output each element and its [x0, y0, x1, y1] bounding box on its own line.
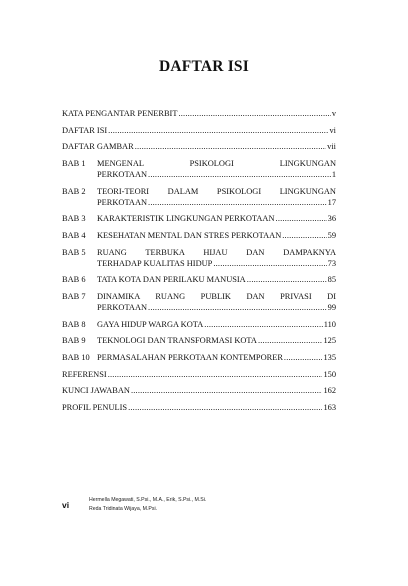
chapter-number: BAB 8: [62, 319, 86, 329]
page-ref: 150: [323, 369, 336, 379]
dot-leader: [204, 319, 322, 330]
entry-title-line: [62, 108, 336, 119]
chapter-number: BAB 5: [62, 247, 86, 257]
page-ref: 17: [327, 197, 336, 207]
toc-entry[interactable]: [62, 402, 336, 413]
dot-leader: [108, 369, 323, 380]
entry-title: DAFTAR GAMBAR: [62, 142, 134, 152]
entry-title-line: [97, 335, 336, 346]
dot-leader: [276, 213, 327, 224]
entry-title: DAFTAR ISI: [62, 125, 108, 135]
entry-title: TERHADAP KUALITAS HIDUP: [97, 258, 213, 268]
dot-leader: [247, 274, 327, 285]
toc-entry[interactable]: [62, 385, 336, 396]
entry-title-line: DINAMIKA RUANG PUBLIK DAN PRIVASI DI: [97, 291, 336, 301]
toc-entry[interactable]: [62, 319, 336, 330]
entry-title-line: [97, 302, 336, 313]
entry-body: [97, 230, 336, 241]
toc-entry[interactable]: [62, 352, 336, 363]
page-ref: 59: [327, 230, 336, 240]
toc-entry[interactable]: [62, 230, 336, 241]
author-line: Reda Tridinata Wijaya, M.Psi.: [89, 505, 158, 512]
table-of-contents: [62, 108, 336, 418]
entry-body: [97, 291, 336, 313]
entry-title-line: [97, 169, 336, 180]
chapter-number: BAB 9: [62, 336, 86, 346]
entry-title: PERKOTAAN: [97, 303, 148, 313]
entry-body: [62, 369, 336, 380]
entry-title: PERMASALAHAN PERKOTAAN KONTEMPORER: [97, 352, 283, 362]
page-ref: vii: [327, 142, 336, 152]
entry-body: [62, 108, 336, 119]
toc-entry[interactable]: [62, 186, 336, 208]
entry-title-line: [97, 213, 336, 224]
entry-title: GAYA HIDUP WARGA KOTA: [97, 319, 204, 329]
entry-title: KATA PENGANTAR PENERBIT: [62, 109, 178, 118]
entry-title: PROFIL PENULIS: [62, 402, 128, 412]
entry-body: [62, 402, 336, 413]
toc-entry[interactable]: [62, 158, 336, 180]
author-line: Hermella Megawati, S.Psi., M.A., Erik, S.Psi., M.Si.: [89, 497, 207, 503]
dot-leader: [284, 352, 323, 363]
chapter-number: BAB 2: [62, 186, 86, 196]
entry-title: KARAKTERISTIK LINGKUNGAN PERKOTAAN: [97, 214, 275, 224]
page-ref: 99: [327, 303, 336, 313]
toc-entry[interactable]: [62, 247, 336, 269]
entry-title: REFERENSI: [62, 369, 107, 379]
entry-body: [62, 141, 336, 152]
entry-title-line: [97, 197, 336, 208]
page-number: vi: [62, 500, 70, 510]
entry-title-line: [97, 274, 336, 285]
entry-body: [62, 385, 336, 396]
dot-leader: [148, 302, 327, 313]
chapter-number: BAB 6: [62, 275, 86, 285]
toc-entry[interactable]: [62, 335, 336, 346]
dot-leader: [213, 258, 326, 269]
page-ref: 36: [327, 214, 336, 224]
dot-leader: [108, 125, 328, 136]
footer-authors: [89, 496, 206, 513]
toc-entry[interactable]: [62, 369, 336, 380]
page-ref: vi: [329, 125, 336, 135]
page-ref: v: [331, 109, 336, 118]
entry-title: TATA KOTA DAN PERILAKU MANUSIA: [97, 275, 246, 285]
page-ref: 125: [323, 336, 336, 346]
entry-body: [97, 186, 336, 208]
chapter-number: BAB 7: [62, 291, 86, 301]
entry-body: [97, 319, 336, 330]
dot-leader: [178, 108, 330, 119]
entry-body: [97, 335, 336, 346]
page-title: DAFTAR ISI: [159, 58, 249, 75]
page-ref: 110: [323, 319, 336, 329]
entry-title-line: [97, 319, 336, 330]
entry-title-line: [97, 230, 336, 241]
toc-entry[interactable]: [62, 213, 336, 224]
chapter-number: BAB 1: [62, 158, 86, 168]
entry-title-line: [97, 352, 336, 363]
toc-entry[interactable]: [62, 125, 336, 136]
entry-body: [97, 247, 336, 269]
entry-title-line: [97, 258, 336, 269]
page-ref: 73: [327, 258, 336, 268]
entry-body: [97, 158, 336, 180]
entry-title-line: RUANG TERBUKA HIJAU DAN DAMPAKNYA: [97, 247, 336, 257]
entry-title-line: MENGENAL PSIKOLOGI LINGKUNGAN: [97, 158, 336, 168]
entry-title: KESEHATAN MENTAL DAN STRES PERKOTAAN: [97, 230, 282, 240]
page-ref: 162: [323, 386, 336, 396]
entry-body: [97, 274, 336, 285]
toc-entry[interactable]: [62, 141, 336, 152]
dot-leader: [128, 402, 322, 413]
chapter-number: BAB 4: [62, 230, 86, 240]
dot-leader: [282, 230, 326, 241]
page-ref: 135: [323, 352, 336, 362]
entry-title-line: [62, 369, 336, 380]
dot-leader: [148, 169, 331, 180]
page-ref: 85: [327, 275, 336, 285]
chapter-number: BAB 3: [62, 214, 86, 224]
entry-title-line: TEORI-TEORI DALAM PSIKOLOGI LINGKUNGAN: [97, 186, 336, 196]
toc-entry[interactable]: [62, 291, 336, 313]
entry-body: [97, 352, 336, 363]
dot-leader: [131, 385, 322, 396]
entry-body: [97, 213, 336, 224]
dot-leader: [258, 335, 323, 346]
chapter-number: BAB 10: [62, 352, 90, 362]
page-ref: 163: [323, 402, 336, 412]
dot-leader: [148, 197, 327, 208]
entry-title: PERKOTAAN: [97, 169, 148, 179]
entry-title: KUNCI JAWABAN: [62, 386, 130, 396]
page-ref: 1: [331, 169, 336, 179]
entry-title-line: [62, 125, 336, 136]
entry-title-line: [62, 385, 336, 396]
toc-entry[interactable]: [62, 274, 336, 285]
entry-title: TEKNOLOGI DAN TRANSFORMASI KOTA: [97, 336, 257, 346]
entry-title-line: [62, 141, 336, 152]
entry-title-line: [62, 402, 336, 413]
toc-entry[interactable]: [62, 108, 336, 119]
dot-leader: [135, 141, 326, 152]
entry-title: PERKOTAAN: [97, 197, 148, 207]
entry-body: [62, 125, 336, 136]
